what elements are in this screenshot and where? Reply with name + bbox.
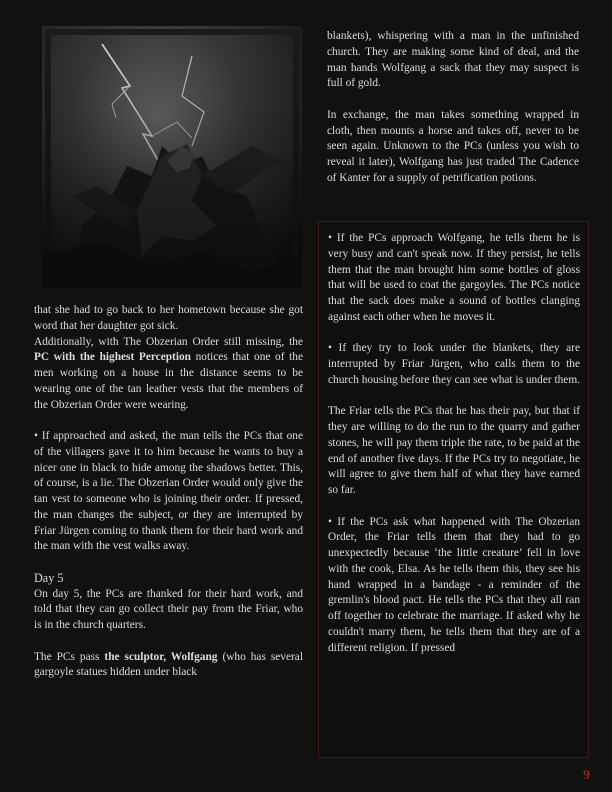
paragraph: In exchange, the man takes something wrapped in cloth, then mounts a horse and takes off, never to be seen again. Unknown to the PCs (unless you wish to reveal it later), Wolfgang has just traded The Cadence of Kanter for a supply of petrification potions. (327, 108, 579, 184)
highlight: the sculptor, Wolfgang (104, 650, 218, 663)
paragraph: • If approached and asked, the man tells the PCs that one of the villagers gave it to him because he wants to buy a nicer one in black to hide among the shadows better. This, of course, is a lie. The Obzerian Order would only give the tan vest to someone who is joining their order. If pressed, the man changes the subject, or they are interrupted by Friar Jürgen coming to thank them for their hard work and the man with the vest walks away. (34, 430, 303, 553)
paragraph: The PCs pass the sculptor, Wolfgang (who has several gargoyle statues hidden under black (34, 650, 303, 679)
paragraph: On day 5, the PCs are thanked for their hard work, and told that they can go collect their pay from the Friar, who is in the church quarters. (34, 587, 303, 631)
sidebar-text (328, 231, 580, 656)
paragraph: • If they try to look under the blankets, they are interrupted by Friar Jürgen, who calls them to the church housing before they can see what is under them. (328, 342, 580, 386)
paragraph: • If the PCs ask what happened with The Obzerian Order, the Friar tells them that they had to go unexpectedly because ‘the little creature’ fell in love with the cook, Elsa. As he tells them this, they see his hand wrapped in a bandage - a reminder of the gremlin's blood pact. He tells the PCs that they all ran off together to celebrate the marriage. If asked why he couldn't marry them, he tells them that they are of a different religion. If pressed (328, 515, 580, 654)
paragraph: The Friar tells the PCs that he has their pay, but that if they are willing to do the run to the quarry and gather stones, he will pay them triple the rate, to be paid at the end of another five days. If the PCs try to negotiate, he will agree to give them half of what they have earned so far. (328, 405, 580, 496)
left-column (34, 303, 303, 681)
section-heading: Day 5 (34, 570, 64, 585)
page-number: 9 (583, 768, 590, 783)
paragraph: Additionally, with The Obzerian Order still missing, the PC with the highest Perception notices that one of the men working on a house in the distance seems to be wearing one of the tan leather vests that the members of the Obzerian Order were wearing. (34, 335, 303, 411)
right-column (327, 29, 579, 187)
stone-gargoyle-storm-illustration-icon (42, 26, 302, 288)
paragraph: • If the PCs approach Wolfgang, he tells them he is very busy and can't speak now. If they persist, he tells them that the man brought him some bottles of gloss that will be used to coat the gargoyles. The PCs notice that the sack does make a sound of bottles clanging against each other when he moves it. (328, 232, 580, 323)
paragraph: blankets), whispering with a man in the unfinished church. They are making some kind of deal, and the man hands Wolfgang a sack that they may suspect is full of gold. (327, 30, 579, 90)
gargoyle-storm-illustration (42, 26, 302, 288)
paragraph: that she had to go back to her hometown because she got word that her daughter got sick. (34, 304, 303, 332)
highlight: PC with the highest Perception (34, 351, 191, 364)
sidebar-box (318, 221, 589, 758)
